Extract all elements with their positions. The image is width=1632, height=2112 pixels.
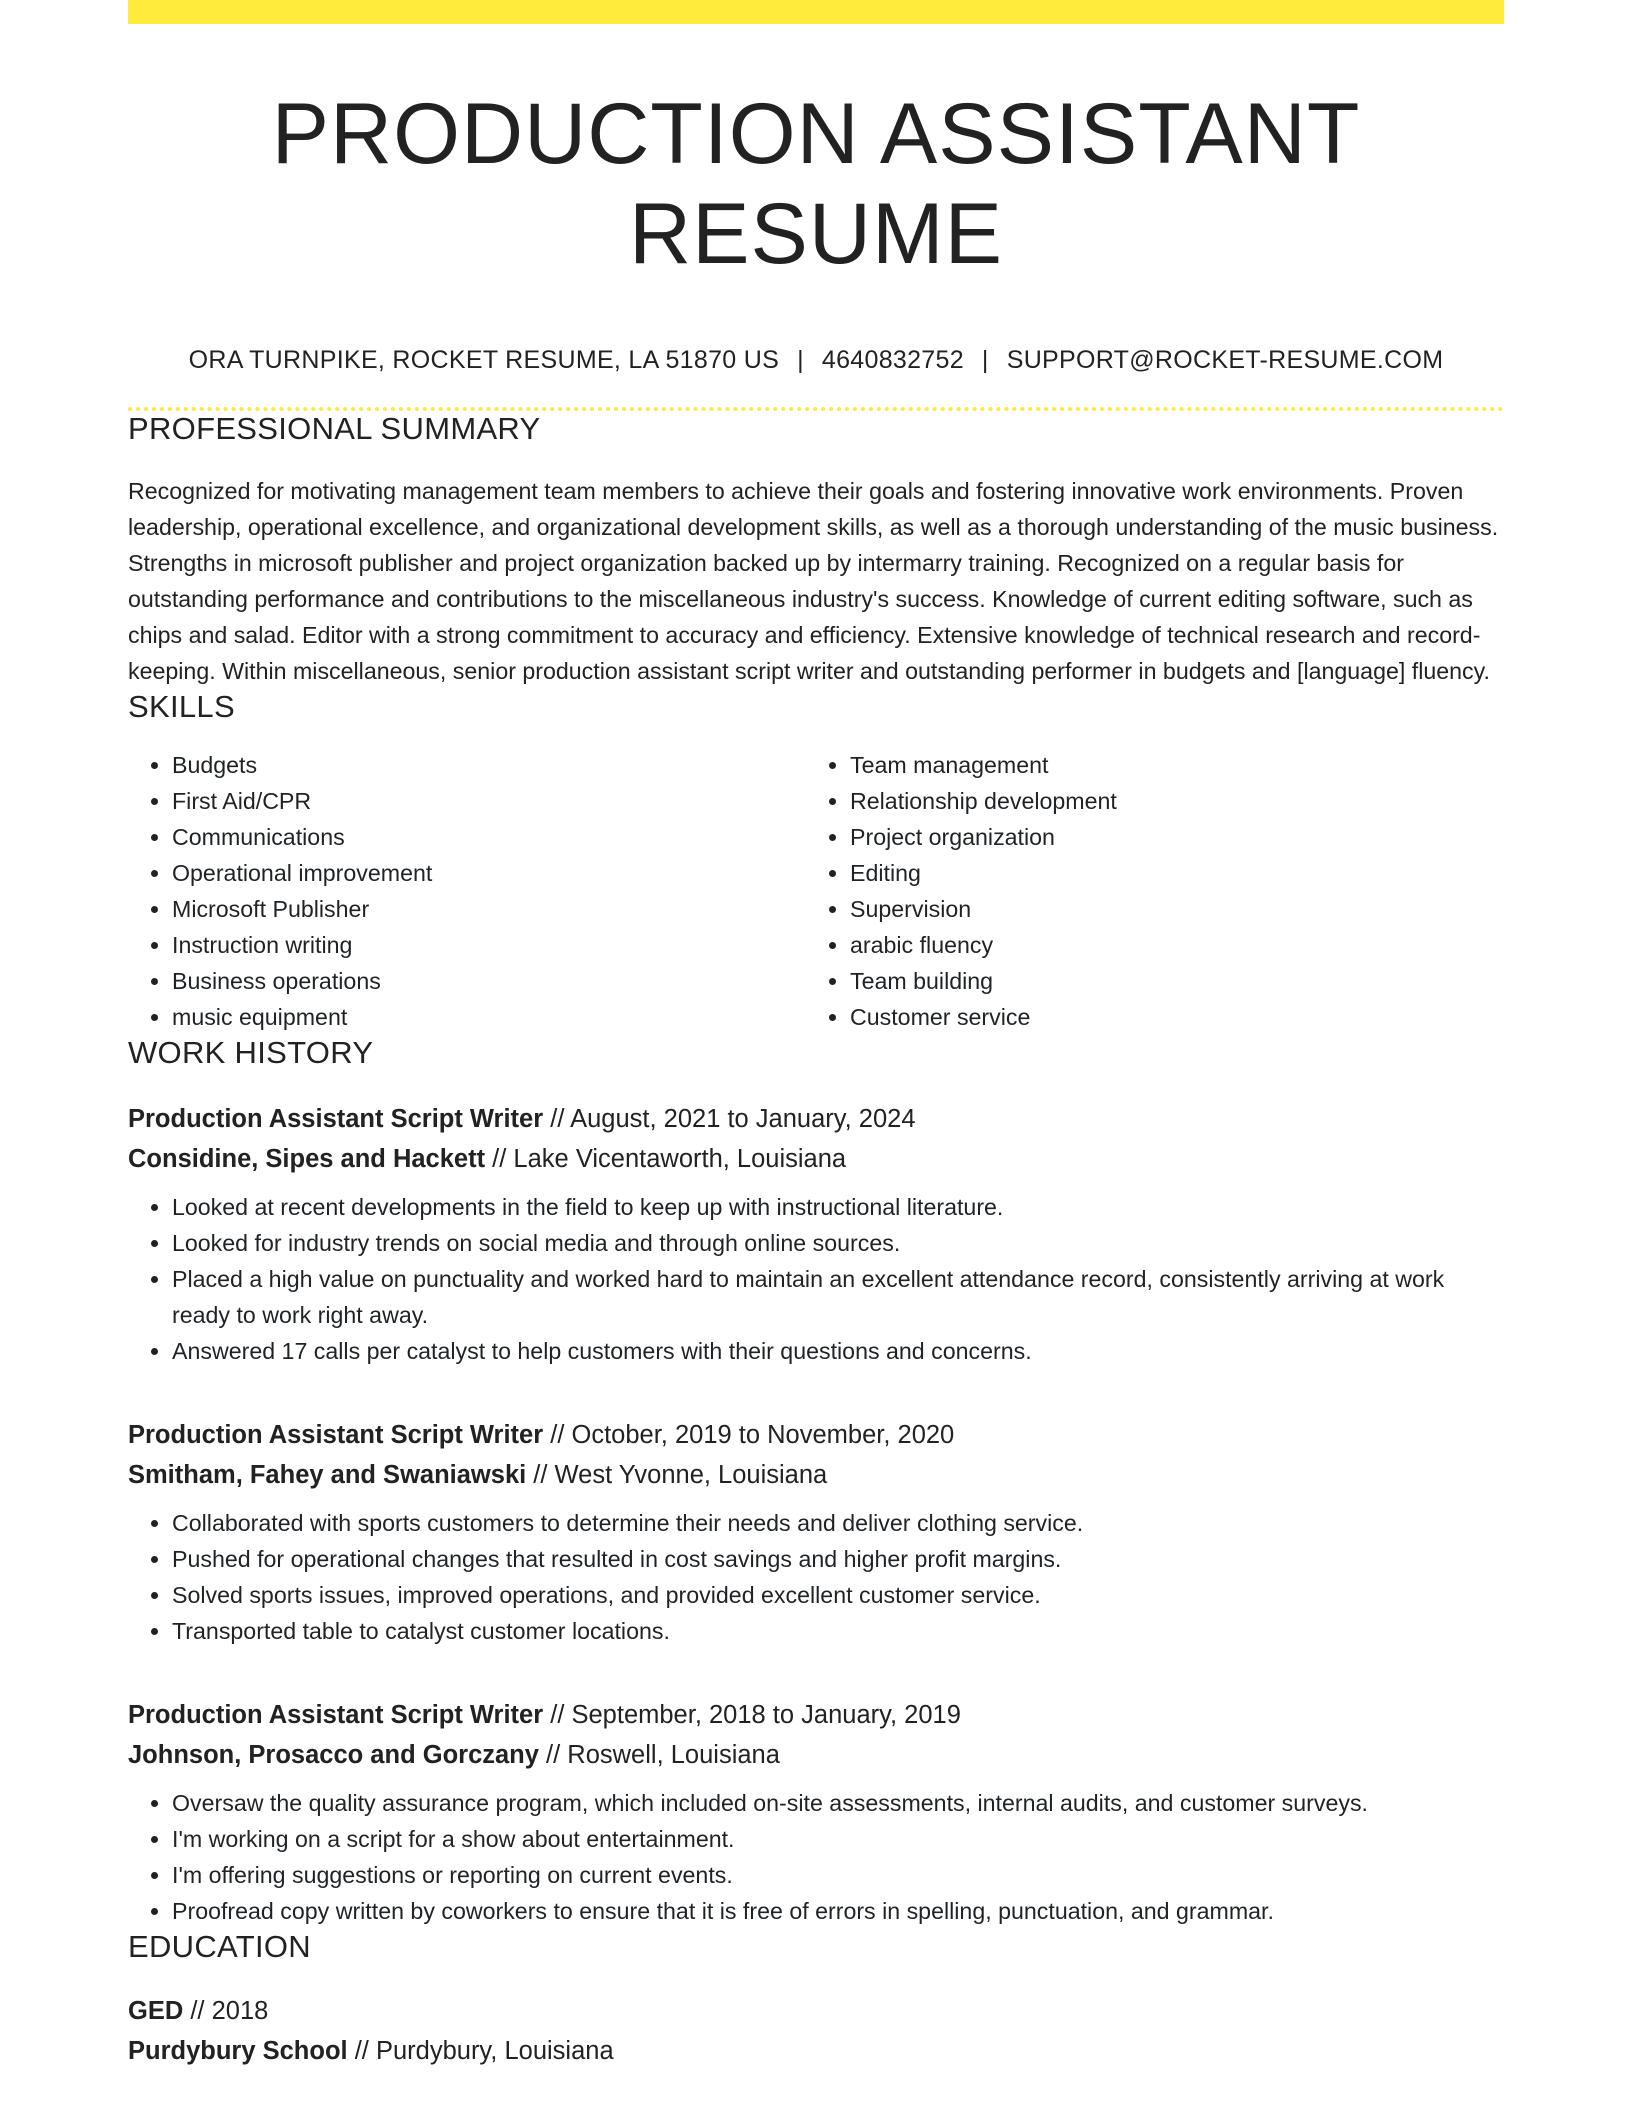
education-degree: GED — [128, 1997, 184, 2025]
skill-item: • Team management — [850, 747, 1484, 783]
education-school: Purdybury School — [128, 2037, 348, 2065]
skill-item: • Supervision — [850, 891, 1484, 927]
job-bullet: • Transported table to catalyst customer locations. — [172, 1613, 1504, 1649]
education-degree-line — [128, 1991, 1504, 2031]
job-bullets — [128, 1189, 1504, 1369]
skill-item: • Communications — [172, 819, 806, 855]
job-bullet: • Pushed for operational changes that resulted in cost savings and higher profit margins. — [172, 1541, 1504, 1577]
job-bullet: • Proofread copy written by coworkers to ensure that it is free of errors in spelling, punctuation, and grammar. — [172, 1893, 1504, 1929]
skills-column-left — [128, 747, 806, 1035]
job-bullet: • Looked at recent developments in the field to keep up with instructional literature. — [172, 1189, 1504, 1225]
job-bullet: • Collaborated with sports customers to determine their needs and deliver clothing service. — [172, 1505, 1504, 1541]
job-location: // Roswell, Louisiana — [538, 1741, 780, 1769]
job-company: Considine, Sipes and Hackett — [128, 1145, 486, 1173]
job-location: // Lake Vicentaworth, Louisiana — [485, 1145, 847, 1173]
job-dates: // August, 2021 to January, 2024 — [543, 1105, 916, 1133]
job-company: Smitham, Fahey and Swaniawski — [128, 1461, 527, 1489]
job-bullet: • I'm offering suggestions or reporting on current events. — [172, 1857, 1504, 1893]
job-title: Production Assistant Script Writer — [128, 1701, 544, 1729]
job-location: // West Yvonne, Louisiana — [526, 1461, 828, 1489]
contact-separator: | — [797, 346, 804, 374]
skill-item: • Business operations — [172, 963, 806, 999]
job-title-line — [128, 1415, 1504, 1455]
skill-item: • Customer service — [850, 999, 1484, 1035]
education-location: // Purdybury, Louisiana — [347, 2037, 614, 2065]
skill-item: • Relationship development — [850, 783, 1484, 819]
skill-item: • Project organization — [850, 819, 1484, 855]
skills-list — [128, 747, 1504, 1035]
job-company-line — [128, 1735, 1504, 1775]
skill-item: • Instruction writing — [172, 927, 806, 963]
job-entry — [128, 1099, 1504, 1369]
job-company-line — [128, 1139, 1504, 1179]
job-bullet: • Solved sports issues, improved operations, and provided excellent customer service. — [172, 1577, 1504, 1613]
skill-item: • music equipment — [172, 999, 806, 1035]
job-entry — [128, 1695, 1504, 1929]
skill-item: • Operational improvement — [172, 855, 806, 891]
job-title: Production Assistant Script Writer — [128, 1105, 544, 1133]
job-title: Production Assistant Script Writer — [128, 1421, 544, 1449]
skill-item: • Microsoft Publisher — [172, 891, 806, 927]
education-school-line — [128, 2031, 1504, 2071]
contact-email: SUPPORT@ROCKET-RESUME.COM — [1006, 346, 1444, 374]
job-bullets — [128, 1505, 1504, 1649]
education-year: // 2018 — [183, 1997, 269, 2025]
job-company-line — [128, 1455, 1504, 1495]
job-title-line — [128, 1099, 1504, 1139]
job-title-line — [128, 1695, 1504, 1735]
contact-phone: 4640832752 — [821, 346, 964, 374]
job-dates: // October, 2019 to November, 2020 — [543, 1421, 955, 1449]
contact-separator: | — [981, 346, 989, 374]
job-bullet: • Answered 17 calls per catalyst to help customers with their questions and concerns. — [172, 1333, 1504, 1369]
skill-item: • Budgets — [172, 747, 806, 783]
skills-column-right — [806, 747, 1484, 1035]
skills-heading: SKILLS — [128, 689, 235, 724]
contact-line — [128, 346, 1504, 375]
job-bullet: • Looked for industry trends on social media and through online sources. — [172, 1225, 1504, 1261]
resume-page — [128, 0, 1504, 2071]
top-accent-bar — [128, 0, 1504, 24]
summary-heading: PROFESSIONAL SUMMARY — [128, 411, 541, 446]
job-company: Johnson, Prosacco and Gorczany — [128, 1741, 539, 1769]
work-history-heading: WORK HISTORY — [128, 1035, 374, 1070]
skill-item: • Editing — [850, 855, 1484, 891]
job-bullet: • Oversaw the quality assurance program, which included on-site assessments, internal audits, and customer surveys. — [172, 1785, 1504, 1821]
job-entry — [128, 1415, 1504, 1649]
job-bullet: • Placed a high value on punctuality and worked hard to maintain an excellent attendance record, consistently arriving at work ready to work right away. — [172, 1261, 1504, 1333]
job-bullets — [128, 1785, 1504, 1929]
skill-item: • First Aid/CPR — [172, 783, 806, 819]
skill-item: • Team building — [850, 963, 1484, 999]
skill-item: • arabic fluency — [850, 927, 1484, 963]
summary-text: Recognized for motivating management team members to achieve their goals and fostering innovative work environments. Proven leadership, operational excellence, and organizational development skills, as well as a thorough understanding of the music business. Strengths in microsoft publisher and project organization backed up by intermarry training. Recognized on a regular basis for outstanding performance and contributions to the miscellaneous industry's success. Knowledge of current editing software, such as chips and salad. Editor with a strong commitment to accuracy and efficiency. Extensive knowledge of technical research and record-keeping. Within miscellaneous, senior production assistant script writer and outstanding performer in budgets and [language] fluency. — [128, 478, 1499, 684]
resume-title: PRODUCTION ASSISTANT RESUME — [271, 86, 1361, 282]
education-entry — [128, 1991, 1504, 2071]
education-heading: EDUCATION — [128, 1929, 311, 1964]
contact-address: ORA TURNPIKE, ROCKET RESUME, LA 51870 US — [188, 346, 780, 374]
job-dates: // September, 2018 to January, 2019 — [543, 1701, 961, 1729]
job-bullet: • I'm working on a script for a show about entertainment. — [172, 1821, 1504, 1857]
